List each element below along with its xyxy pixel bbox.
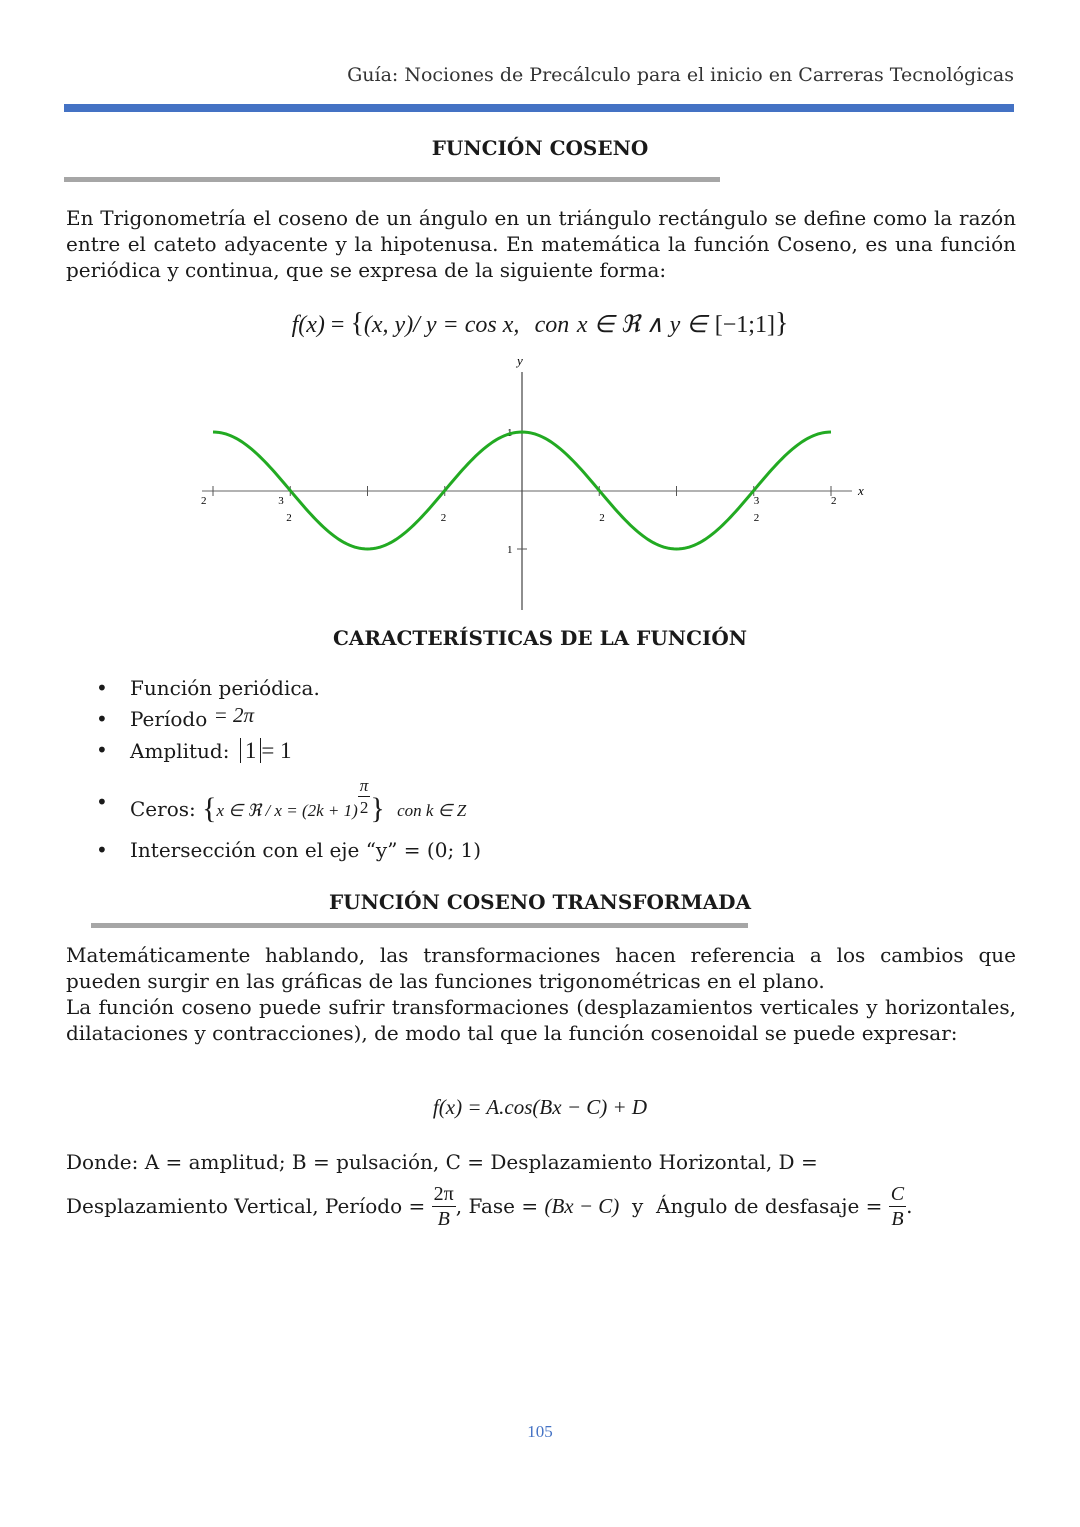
period-value: = 2π (213, 703, 255, 727)
period-text: Desplazamiento Vertical, Período = (66, 1194, 426, 1218)
transform-paragraph-2: La función coseno puede sufrir transformaciones (desplazamientos verticales y horizontales, dilataciones y contracciones), de modo tal que la función cosenoidal se puede expresar: (66, 995, 1016, 1045)
cosine-graph (195, 350, 885, 615)
y-tick-label-pos: 1 (507, 427, 513, 439)
section-title-funcion-coseno: FUNCIÓN COSENO (431, 136, 649, 160)
phase-label: , Fase = (455, 1194, 539, 1218)
document-header-title: Guía: Nociones de Precálculo para el inicio en Carreras Tecnológicas (347, 64, 1014, 86)
formula-pair: (x, y) (363, 312, 414, 338)
x-tick-label-bottom: 2 (440, 512, 447, 524)
y-axis-label: y (517, 353, 523, 368)
formula-eq: = (324, 312, 351, 338)
x-tick-label-bottom: 2 (286, 512, 292, 524)
period-den: B (437, 1207, 450, 1230)
list-item-amplitude (66, 738, 966, 790)
x-tick-label-top: 3 (278, 495, 284, 507)
zeros-num: π (359, 776, 369, 795)
cosine-set-formula (0, 308, 1080, 340)
zeros-fraction (358, 777, 371, 816)
end-dot: . (906, 1194, 913, 1218)
intro-paragraph: En Trigonometría el coseno de un ángulo en un triángulo rectángulo se define como la razón entre el cateto adyacente y la hipotenusa. En matemática la función Coseno, es una función periódica y continua, que se expresa de la siguiente forma: (66, 206, 1016, 282)
characteristics-list (66, 676, 966, 868)
x-axis-label: x (858, 483, 864, 498)
transform-paragraph-1: Matemáticamente hablando, las transformaciones hacen referencia a los cambios que pueden surgir en las gráficas de las funciones trigonométricas en el plano. (66, 943, 1016, 993)
zeros-set: x ∈ ℜ / x = (2k + 1) (216, 801, 358, 820)
zeros-brace-close: } (370, 792, 385, 825)
section-title-underline (64, 177, 720, 182)
where-line-1: Donde: A = amplitud; B = pulsación, C = Desplazamiento Horizontal, D = (66, 1150, 818, 1174)
x-tick-label-bottom: 2 (753, 512, 760, 524)
and-word: y (632, 1194, 644, 1218)
periodic-text: Función periódica. (130, 676, 320, 700)
y-tick-label-neg: 1 (507, 544, 513, 556)
formula-interval: [−1;1] (714, 312, 775, 338)
phase-value: (Bx − C) (544, 1193, 620, 1218)
x-tick-label-top: 2 (831, 495, 837, 507)
formula-lhs: f(x) (291, 312, 325, 338)
x-tick-label-bottom: 2 (599, 512, 605, 524)
zeros-label: Ceros: (130, 797, 196, 821)
x-tick-label-top: 3 (753, 495, 760, 507)
section-title-underline-2 (91, 923, 748, 928)
zeros-den: 2 (359, 798, 369, 817)
angle-den: B (891, 1207, 904, 1230)
period-num: 2π (433, 1182, 454, 1205)
formula-set-close: } (774, 308, 789, 339)
amplitude-label: Amplitud: (130, 739, 230, 763)
amplitude-equals: = 1 (261, 738, 292, 763)
formula-set-open: { (350, 308, 364, 339)
angle-fraction (889, 1184, 906, 1229)
period-fraction (432, 1184, 456, 1229)
intercept-text: Intersección con el eje “y” = (0; 1) (130, 838, 482, 862)
zeros-brace-open: { (202, 792, 217, 825)
header-divider (64, 104, 1014, 112)
x-tick-label-top: 2 (201, 495, 207, 507)
list-item-period (66, 703, 966, 738)
list-item-zeros (66, 776, 966, 838)
angle-label: Ángulo de desfasaje = (656, 1194, 883, 1218)
formula-condition: / y = cos x, (413, 312, 520, 338)
amplitude-abs-value: 1 (240, 738, 262, 763)
formula-domain: x ∈ ℜ ∧ y ∈ (576, 312, 708, 338)
section-title-transformada: FUNCIÓN COSENO TRANSFORMADA (328, 890, 752, 914)
period-label: Período (130, 707, 208, 731)
transformed-formula: f(x) = A.cos(Bx − C) + D (432, 1095, 648, 1119)
angle-num: C (890, 1182, 905, 1205)
where-line-2 (66, 1176, 912, 1236)
list-item-intercept (66, 838, 966, 868)
formula-con: con (534, 312, 570, 338)
section-title-caracteristicas: CARACTERÍSTICAS DE LA FUNCIÓN (332, 626, 748, 650)
list-item-periodic (66, 676, 966, 707)
page-number: 105 (527, 1422, 553, 1441)
zeros-condition: con k ∈ Z (397, 801, 467, 820)
